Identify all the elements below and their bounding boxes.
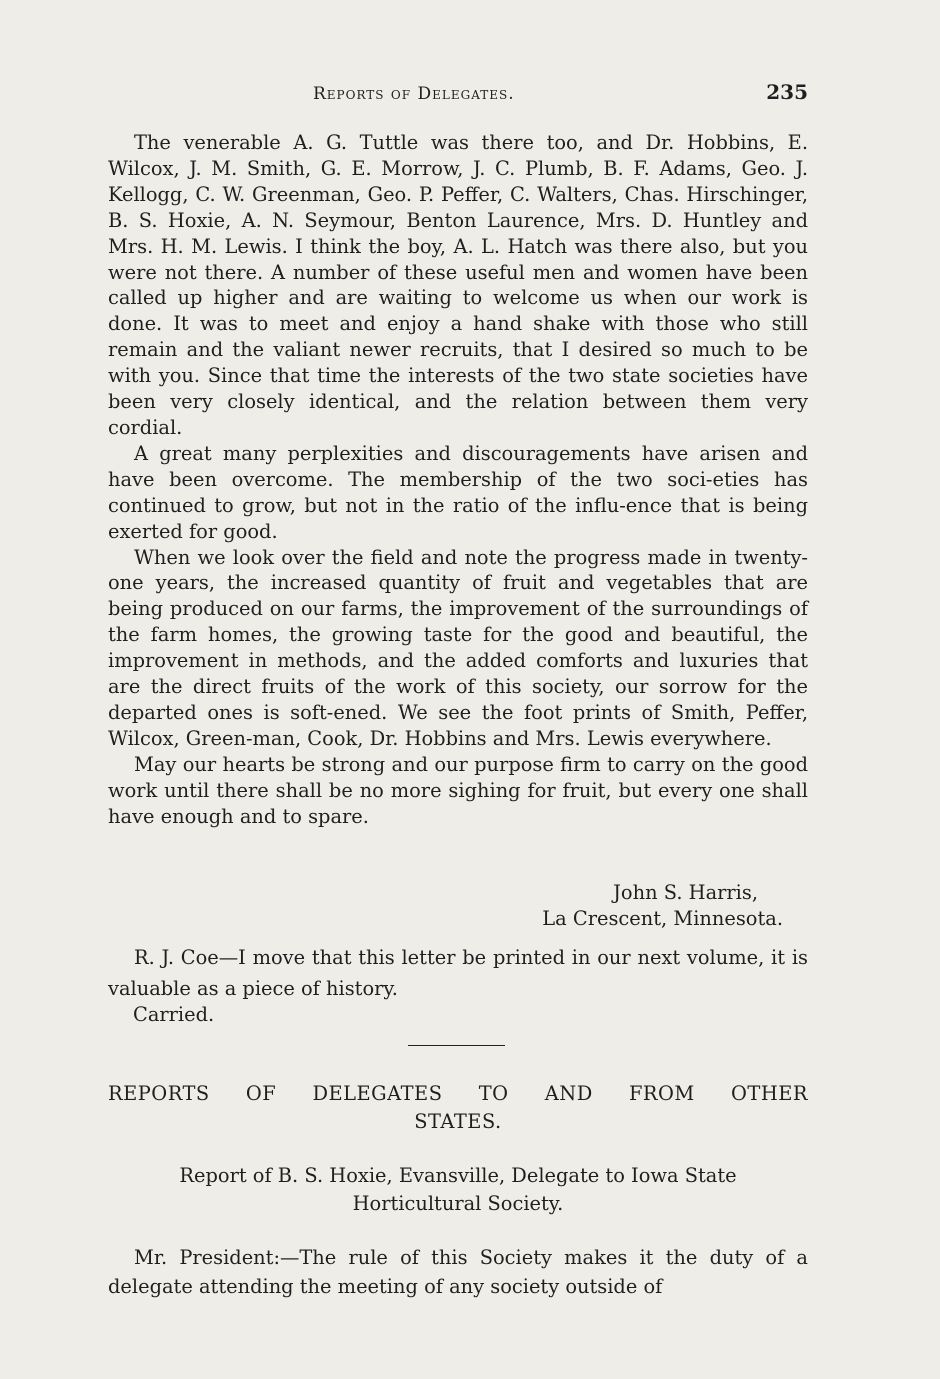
signature-block xyxy=(108,880,808,932)
page-number: 235 xyxy=(766,80,808,104)
section-heading-line-1: REPORTS OF DELEGATES TO AND FROM OTHER xyxy=(108,1082,808,1105)
section-heading-line-2: STATES. xyxy=(414,1110,502,1133)
paragraph-3: When we look over the field and note the progress made in twenty-one years, the increased quantity of fruit and vegetables that are being produced on our farms, the improvement of the surroundings of the farm homes, the growing taste for the good and beautiful, the improvement in methods, and the added comforts and luxuries that are the direct fruits of the work of this society, our sorrow for the departed ones is soft-ened. We see the foot prints of Smith, Peffer, Wilcox, Green-man, Cook, Dr. Hobbins and Mrs. Lewis everywhere. xyxy=(108,545,808,750)
motion-paragraph xyxy=(108,942,808,1004)
motion-text: R. J. Coe—I move that this letter be printed in our next volume, it is valuable as a piece of history. xyxy=(108,946,808,1000)
report-body xyxy=(108,1243,808,1301)
running-head xyxy=(108,80,808,110)
report-heading xyxy=(108,1162,808,1218)
paragraph-2: A great many perplexities and discouragements have arisen and have been overcome. The membership of the two soci-eties has continued to grow, but not in the ratio of the influ-ence that is being exerted for good. xyxy=(108,441,808,543)
paragraph-4: May our hearts be strong and our purpose firm to carry on the good work until there shall be no more sighing for fruit, but every one shall have enough and to spare. xyxy=(108,752,808,828)
letter-body xyxy=(108,130,808,829)
report-heading-line-2: Horticultural Society. xyxy=(352,1192,564,1215)
signature-name: John S. Harris, xyxy=(613,881,758,904)
signature-place: La Crescent, Minnesota. xyxy=(542,907,783,930)
report-heading-line-1: Report of B. S. Hoxie, Evansville, Delegate to Iowa State xyxy=(179,1164,737,1187)
paragraph-1: The venerable A. G. Tuttle was there too, and Dr. Hobbins, E. Wilcox, J. M. Smith, G. E. Morrow, J. C. Plumb, B. F. Adams, Geo. J. Kellogg, C. W. Greenman, Geo. P. Peffer, C. Walters, Chas. Hirschinger, B. S. Hoxie, A. N. Seymour, Benton Laurence, Mrs. D. Huntley and Mrs. H. M. Lewis. I think the boy, A. L. Hatch was there also, but you were not there. A number of these useful men and women have been called up higher and are waiting to welcome us when our work is done. It was to meet and enjoy a hand shake with those who still remain and the valiant newer recruits, that I desired so much to be with you. Since that time the interests of the two state societies have been very closely identical, and the relation between them very cordial. xyxy=(108,131,808,439)
section-divider xyxy=(408,1045,505,1046)
report-opening-paragraph: Mr. President:—The rule of this Society makes it the duty of a delegate attending the meeting of any society outside of xyxy=(108,1246,808,1298)
motion-result: Carried. xyxy=(133,1003,215,1026)
section-heading xyxy=(108,1080,808,1136)
running-title: Reports of Delegates. xyxy=(313,84,515,104)
